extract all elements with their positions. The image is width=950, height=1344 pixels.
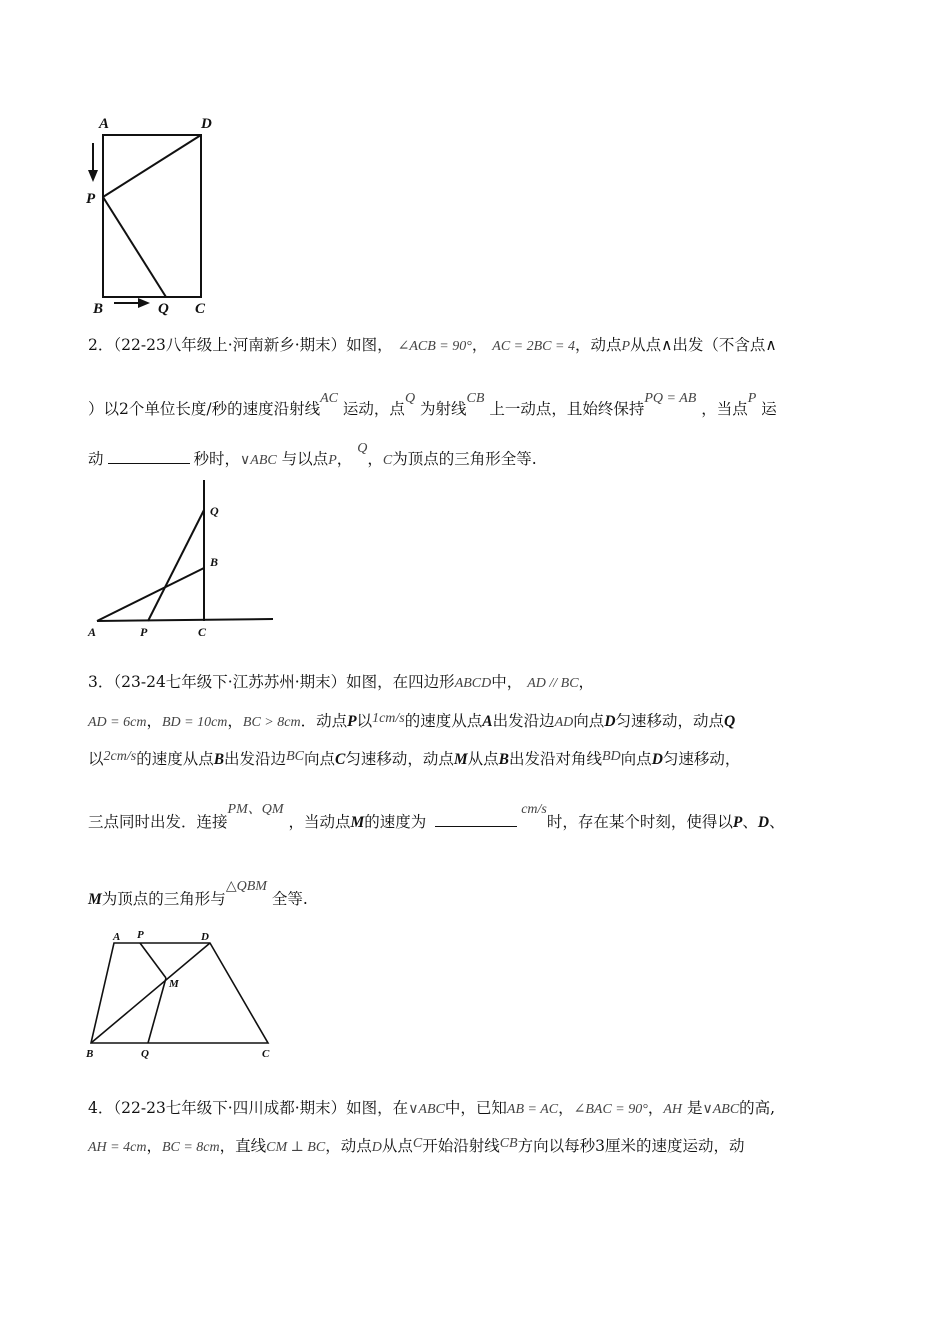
q2-text: 运动，点 — [342, 400, 405, 418]
math-abcd: ABCD — [454, 676, 492, 691]
label-c: C — [198, 625, 207, 639]
q2-text: ）以2个单位长度/秒的速度沿射线 — [88, 400, 321, 418]
q3-number: 3． — [88, 673, 114, 691]
q4-text: 从点 — [381, 1137, 413, 1155]
math-cm-perp-bc: CM ⊥ BC — [266, 1140, 326, 1155]
math-2cms: 2cm/s — [103, 749, 137, 764]
math-ad: AD — [554, 715, 574, 730]
answer-blank[interactable] — [435, 812, 517, 827]
math-c: C — [382, 453, 393, 468]
q2-text: 动 — [88, 450, 104, 468]
point-q: Q — [724, 713, 736, 730]
q4-text: ， — [146, 1137, 162, 1155]
q3-text: 全等. — [271, 890, 308, 908]
q3-text: 三点同时出发．连接 — [88, 813, 228, 831]
q3-text: 的速度从点 — [136, 750, 214, 768]
q2-number: 2． — [88, 336, 114, 354]
math-triangle-abc: ∨ABC — [702, 1102, 740, 1117]
math-ah-4: AH = 4cm — [88, 1140, 147, 1155]
q3-text: ， — [146, 712, 162, 730]
q3-text: 、 — [769, 813, 785, 831]
q3-text: 向点 — [573, 712, 605, 730]
q4-text: ，直线 — [219, 1137, 267, 1155]
q3-text: 匀速移动，动点 — [345, 750, 454, 768]
q4-line-2 — [88, 1134, 744, 1156]
label-p: P — [86, 191, 96, 207]
q2-text: 从点∧出发（不含点∧ — [630, 336, 777, 354]
math-angle-acb: ∠ACB = 90° — [397, 339, 472, 354]
q2-text: 运 — [761, 400, 777, 418]
segment-ab — [97, 568, 204, 621]
label-a: A — [113, 931, 121, 943]
point-b: B — [498, 751, 509, 768]
q4-text: ， — [647, 1099, 664, 1117]
q3-text: ，当动点 — [288, 813, 351, 831]
label-b: B — [93, 301, 104, 317]
q3-line-1 — [88, 670, 594, 692]
q2-text: ，当点 — [701, 400, 748, 418]
q2-text: 上一动点，且始终保持 — [489, 400, 645, 418]
q3-text: 匀速移动， — [662, 750, 741, 768]
q3-text: 匀速移动，动点 — [615, 712, 725, 730]
q4-text: 方向以每秒3厘米的速度运动，动 — [517, 1137, 745, 1155]
math-d: D — [371, 1140, 382, 1155]
label-d: D — [201, 116, 212, 132]
q3-source: （23-24七年级下·江苏苏州·期末） — [113, 673, 347, 691]
point-p: P — [732, 814, 743, 831]
label-q: Q — [210, 504, 219, 518]
q2-text: ， — [336, 450, 353, 468]
math-q: Q — [404, 391, 416, 406]
q3-text: 的速度从点 — [404, 712, 483, 730]
segment-pd — [103, 135, 201, 197]
point-p: P — [347, 713, 357, 730]
label-c: C — [195, 301, 206, 317]
q4-text: 是 — [686, 1099, 703, 1117]
math-triangle-qbm: △QBM — [225, 879, 267, 894]
label-d: D — [201, 931, 209, 943]
q3-text: 向点 — [620, 750, 652, 768]
answer-blank[interactable] — [108, 449, 190, 464]
point-b: B — [213, 751, 225, 768]
math-triangle-abc: ∨ABC — [408, 1102, 445, 1117]
q4-text: 如图，在 — [346, 1099, 409, 1117]
q3-text: 中， — [491, 673, 523, 691]
math-bd: BD — [602, 749, 621, 764]
math-bc-8: BC = 8cm — [161, 1140, 220, 1155]
math-bd-10: BD = 10cm — [161, 715, 228, 730]
label-p: P — [137, 929, 144, 941]
math-q: Q — [357, 441, 368, 456]
segment-pq — [103, 197, 166, 297]
point-m: M — [88, 891, 102, 908]
q2-line-1 — [88, 333, 777, 355]
q2-text: 为射线 — [420, 400, 467, 418]
math-pm-qm: PM、QM — [227, 802, 284, 817]
math-triangle-abc: ∨ABC — [240, 453, 277, 468]
q2-text: ， — [367, 450, 383, 468]
q4-source: （22-23七年级下·四川成都·期末） — [113, 1099, 347, 1117]
math-ac-2bc: AC = 2BC = 4 — [492, 339, 575, 354]
q3-text: ， — [227, 712, 243, 730]
q3-text: 出发沿边 — [224, 750, 287, 768]
math-pq-ab: PQ = AB — [644, 391, 697, 406]
point-d: D — [757, 814, 770, 831]
math-ac: AC — [320, 391, 338, 406]
label-b: B — [86, 1048, 94, 1060]
rect-abcd — [103, 135, 201, 297]
q2-text: ，动点 — [574, 336, 622, 354]
q2-line-2 — [88, 391, 777, 419]
q2-text: 为顶点的三角形全等. — [392, 450, 537, 468]
q4-text: ， — [558, 1099, 574, 1117]
q3-text: 的速度为 — [364, 813, 427, 831]
label-a: A — [99, 116, 110, 132]
q2-line-3 — [88, 441, 537, 469]
math-c: C — [412, 1136, 423, 1151]
arrow-down-icon — [88, 170, 98, 182]
q3-text: 如图，在四边形 — [346, 673, 455, 691]
point-d: D — [651, 751, 663, 768]
q2-text: ， — [471, 336, 488, 354]
math-angle-bac: ∠BAC = 90° — [573, 1102, 648, 1117]
q2-text: 秒时， — [193, 450, 241, 468]
q3-text: ， — [578, 673, 595, 691]
q3-text: 以 — [88, 750, 104, 768]
label-q: Q — [158, 301, 169, 317]
q3-line-2 — [88, 709, 735, 731]
label-a: A — [88, 625, 97, 639]
math-1cms: 1cm/s — [372, 711, 405, 726]
math-ab-ac: AB = AC — [506, 1102, 559, 1117]
math-p: P — [328, 453, 337, 468]
q3-text: 向点 — [303, 750, 335, 768]
point-d: D — [604, 713, 616, 730]
q3-line-5 — [88, 879, 308, 909]
q2-text: 如图， — [346, 336, 393, 354]
math-ad-6: AD = 6cm — [88, 715, 147, 730]
point-m: M — [453, 751, 468, 768]
label-m: M — [169, 978, 179, 990]
q3-text: 出发沿边 — [492, 712, 555, 730]
q2-text: 与以点 — [281, 450, 329, 468]
q3-text: 时，存在某个时刻，使得以 — [546, 813, 733, 831]
q3-text: 、 — [742, 813, 758, 831]
q3-text: 为顶点的三角形与 — [101, 890, 226, 908]
math-p: P — [747, 391, 757, 406]
label-c: C — [262, 1048, 270, 1060]
math-cb: CB — [499, 1136, 518, 1151]
math-ad-parallel-bc: AD // BC — [527, 676, 579, 691]
q4-text: 中，已知 — [444, 1099, 507, 1117]
point-m: M — [350, 814, 365, 831]
math-cb: CB — [466, 391, 485, 406]
segment-pm — [140, 943, 166, 978]
q4-text: 开始沿射线 — [422, 1137, 500, 1155]
math-bc: BC — [286, 749, 304, 764]
q3-text: ．动点 — [300, 712, 348, 730]
ray-a-horizontal — [97, 619, 273, 621]
q4-text: 的高, — [739, 1099, 776, 1117]
point-a: A — [482, 713, 493, 730]
math-bc-8: BC > 8cm — [242, 715, 301, 730]
math-ah: AH — [663, 1102, 683, 1117]
quad-abcd — [91, 943, 268, 1043]
q4-line-1 — [88, 1096, 775, 1118]
label-q: Q — [141, 1048, 149, 1060]
q4-number: 4． — [88, 1099, 114, 1117]
segment-pq2 — [148, 510, 204, 621]
arrow-right-icon — [138, 298, 150, 308]
math-p: P — [621, 339, 631, 354]
label-p: P — [140, 625, 148, 639]
math-cms: cm/s — [521, 802, 547, 817]
q3-line-4 — [88, 802, 785, 832]
q2-source: （22-23八年级上·河南新乡·期末） — [113, 336, 347, 354]
label-b: B — [210, 555, 219, 569]
q3-text: 出发沿对角线 — [508, 750, 602, 768]
q3-text: 从点 — [467, 750, 499, 768]
point-c: C — [334, 751, 346, 768]
q3-line-3 — [88, 747, 740, 769]
q3-text: 以 — [356, 712, 373, 730]
q4-text: ，动点 — [325, 1137, 372, 1155]
